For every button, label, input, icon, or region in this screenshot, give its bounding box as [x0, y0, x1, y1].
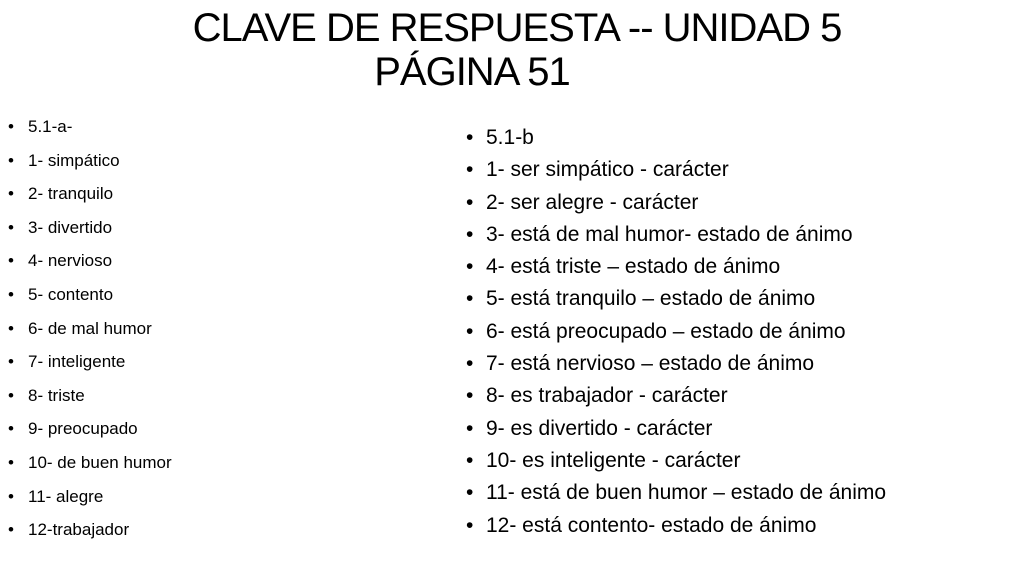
list-item: • 10- de buen humor: [8, 452, 172, 486]
list-item: • 4- nervioso: [8, 250, 172, 284]
list-item: • 11- alegre: [8, 486, 172, 520]
list-item: • 6- de mal humor: [8, 318, 172, 352]
list-item: • 5- está tranquilo – estado de ánimo: [466, 286, 886, 318]
answer-list-5-1-a: [8, 116, 172, 553]
slide-title-line-2: PÁGINA 51: [374, 50, 570, 94]
list-item: • 4- está triste – estado de ánimo: [466, 254, 886, 286]
slide-title: [0, 6, 1024, 94]
list-item: • 1- ser simpático - carácter: [466, 157, 886, 189]
list-item: • 9- preocupado: [8, 418, 172, 452]
list-item: • 5.1-a-: [8, 116, 172, 150]
list-item: • 11- está de buen humor – estado de ánimo: [466, 480, 886, 512]
list-item: • 7- inteligente: [8, 351, 172, 385]
answer-list-5-1-b: [466, 125, 886, 545]
slide-title-line-1: CLAVE DE RESPUESTA -- UNIDAD 5: [192, 6, 842, 50]
list-item: • 3- divertido: [8, 217, 172, 251]
list-item: • 1- simpático: [8, 150, 172, 184]
list-item: • 8- triste: [8, 385, 172, 419]
list-item: • 7- está nervioso – estado de ánimo: [466, 351, 886, 383]
list-item: • 5- contento: [8, 284, 172, 318]
list-item: • 10- es inteligente - carácter: [466, 448, 886, 480]
list-item: • 12-trabajador: [8, 519, 172, 553]
list-item: • 9- es divertido - carácter: [466, 416, 886, 448]
list-item: • 12- está contento- estado de ánimo: [466, 513, 886, 545]
list-item: • 3- está de mal humor- estado de ánimo: [466, 222, 886, 254]
list-item: • 5.1-b: [466, 125, 886, 157]
list-item: • 2- tranquilo: [8, 183, 172, 217]
list-item: • 8- es trabajador - carácter: [466, 383, 886, 415]
list-item: • 2- ser alegre - carácter: [466, 190, 886, 222]
list-item: • 6- está preocupado – estado de ánimo: [466, 319, 886, 351]
